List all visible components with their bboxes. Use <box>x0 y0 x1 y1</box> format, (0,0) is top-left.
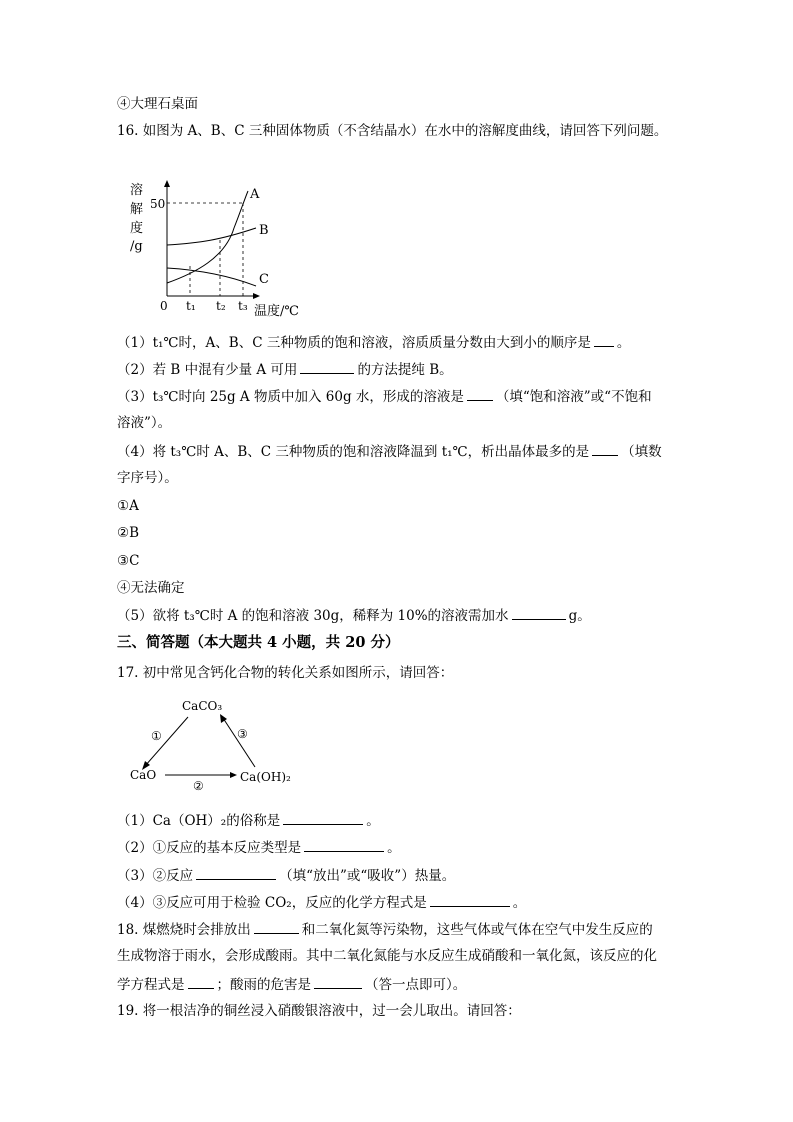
ytick-50: 50 <box>150 197 166 211</box>
xtick-t3: t₃ <box>238 299 248 313</box>
y-axis-arrow <box>164 180 170 187</box>
arrow-3 <box>223 718 255 767</box>
ylabel-char-2: 解 <box>130 202 144 217</box>
q16-4b: 字序号）。 <box>117 470 178 486</box>
ylabel-char-1: 溶 <box>130 183 144 198</box>
q18a: 18. 煤燃烧时会排放出 和二氧化氮等污染物，这些气体或气体在空气中发生反应的 <box>117 919 653 940</box>
answer-blank[interactable] <box>467 386 493 401</box>
q17-2: （2）①反应的基本反应类型是 。 <box>117 837 401 858</box>
option-2: ②B <box>117 525 140 541</box>
option-4: ④无法确定 <box>117 580 185 596</box>
answer-blank[interactable] <box>304 837 384 852</box>
answer-blank[interactable] <box>283 810 363 825</box>
answer-blank[interactable] <box>592 441 618 456</box>
curve-label-b: B <box>259 223 269 238</box>
label-r2: ② <box>193 779 204 793</box>
option-1: ①A <box>117 498 139 514</box>
question-16: 16. 如图为 A、B、C 三种固体物质（不含结晶水）在水中的溶解度曲线，请回答下列问题。 <box>117 123 668 139</box>
q17-3: （3）②反应 （填“放出”或“吸收”）热量。 <box>117 865 455 886</box>
q17-4: （4）③反应可用于检验 CO₂，反应的化学方程式是 。 <box>117 892 526 913</box>
question-17: 17. 初中常见含钙化合物的转化关系如图所示，请回答： <box>117 665 454 681</box>
xtick-t2: t₂ <box>216 299 226 313</box>
q16-5: （5）欲将 t₃℃时 A 的饱和溶液 30g，稀释为 10%的溶液需加水 g。 <box>117 605 591 626</box>
answer-blank[interactable] <box>188 974 214 989</box>
q16-3b: 溶液”）。 <box>117 415 172 431</box>
question-19: 19. 将一根洁净的铜丝浸入硝酸银溶液中，过一会儿取出。请回答： <box>117 1003 521 1019</box>
answer-blank[interactable] <box>594 332 614 347</box>
node-cao: CaO <box>130 768 157 782</box>
q17-1: （1）Ca（OH）₂的俗称是 。 <box>117 810 380 831</box>
answer-blank[interactable] <box>430 892 510 907</box>
xtick-t1: t₁ <box>186 299 196 313</box>
answer-blank[interactable] <box>512 605 566 620</box>
calcium-reaction-diagram <box>125 695 291 795</box>
answer-blank[interactable] <box>254 919 299 934</box>
q16-3a: （3）t₃℃时向 25g A 物质中加入 60g 水，形成的溶液是 （填“饱和溶液”或“不饱和 <box>117 386 652 407</box>
ylabel-char-4: /g <box>130 239 143 254</box>
curve-label-c: C <box>259 272 269 287</box>
answer-blank[interactable] <box>196 865 276 880</box>
node-caoh2: Ca(OH)₂ <box>240 770 291 784</box>
xlabel: 温度/℃ <box>254 304 299 319</box>
section-3-heading: 三、简答题（本大题共 4 小题，共 20 分） <box>117 634 400 651</box>
label-r1: ① <box>151 729 162 743</box>
solubility-chart <box>120 178 320 323</box>
q18b: 生成物溶于雨水，会形成酸雨。其中二氧化氮能与水反应生成硝酸和一氧化氮，该反应的化 <box>117 948 657 964</box>
q16-1: （1）t₁℃时，A、B、C 三种物质的饱和溶液，溶质质量分数由大到小的顺序是 。 <box>117 332 630 353</box>
label-r3: ③ <box>237 727 248 741</box>
curve-label-a: A <box>250 187 260 202</box>
curve-b <box>167 228 256 245</box>
x-axis-arrow <box>253 293 260 299</box>
ylabel-char-3: 度 <box>130 221 144 236</box>
q16-2: （2）若 B 中混有少量 A 可用 的方法提纯 B。 <box>117 359 453 380</box>
option-marble: ④大理石桌面 <box>117 96 198 112</box>
arrow-2-head <box>230 772 237 778</box>
q16-4a: （4）将 t₃℃时 A、B、C 三种物质的饱和溶液降温到 t₁℃，析出晶体最多的是 （填数 <box>117 441 662 462</box>
q18c: 学方程式是 ；酸雨的危害是 （答一点即可）。 <box>117 974 466 995</box>
option-3: ③C <box>117 553 140 569</box>
node-caco3: CaCO₃ <box>182 699 223 713</box>
answer-blank[interactable] <box>314 974 362 989</box>
origin-label: 0 <box>160 299 168 313</box>
answer-blank[interactable] <box>300 359 354 374</box>
